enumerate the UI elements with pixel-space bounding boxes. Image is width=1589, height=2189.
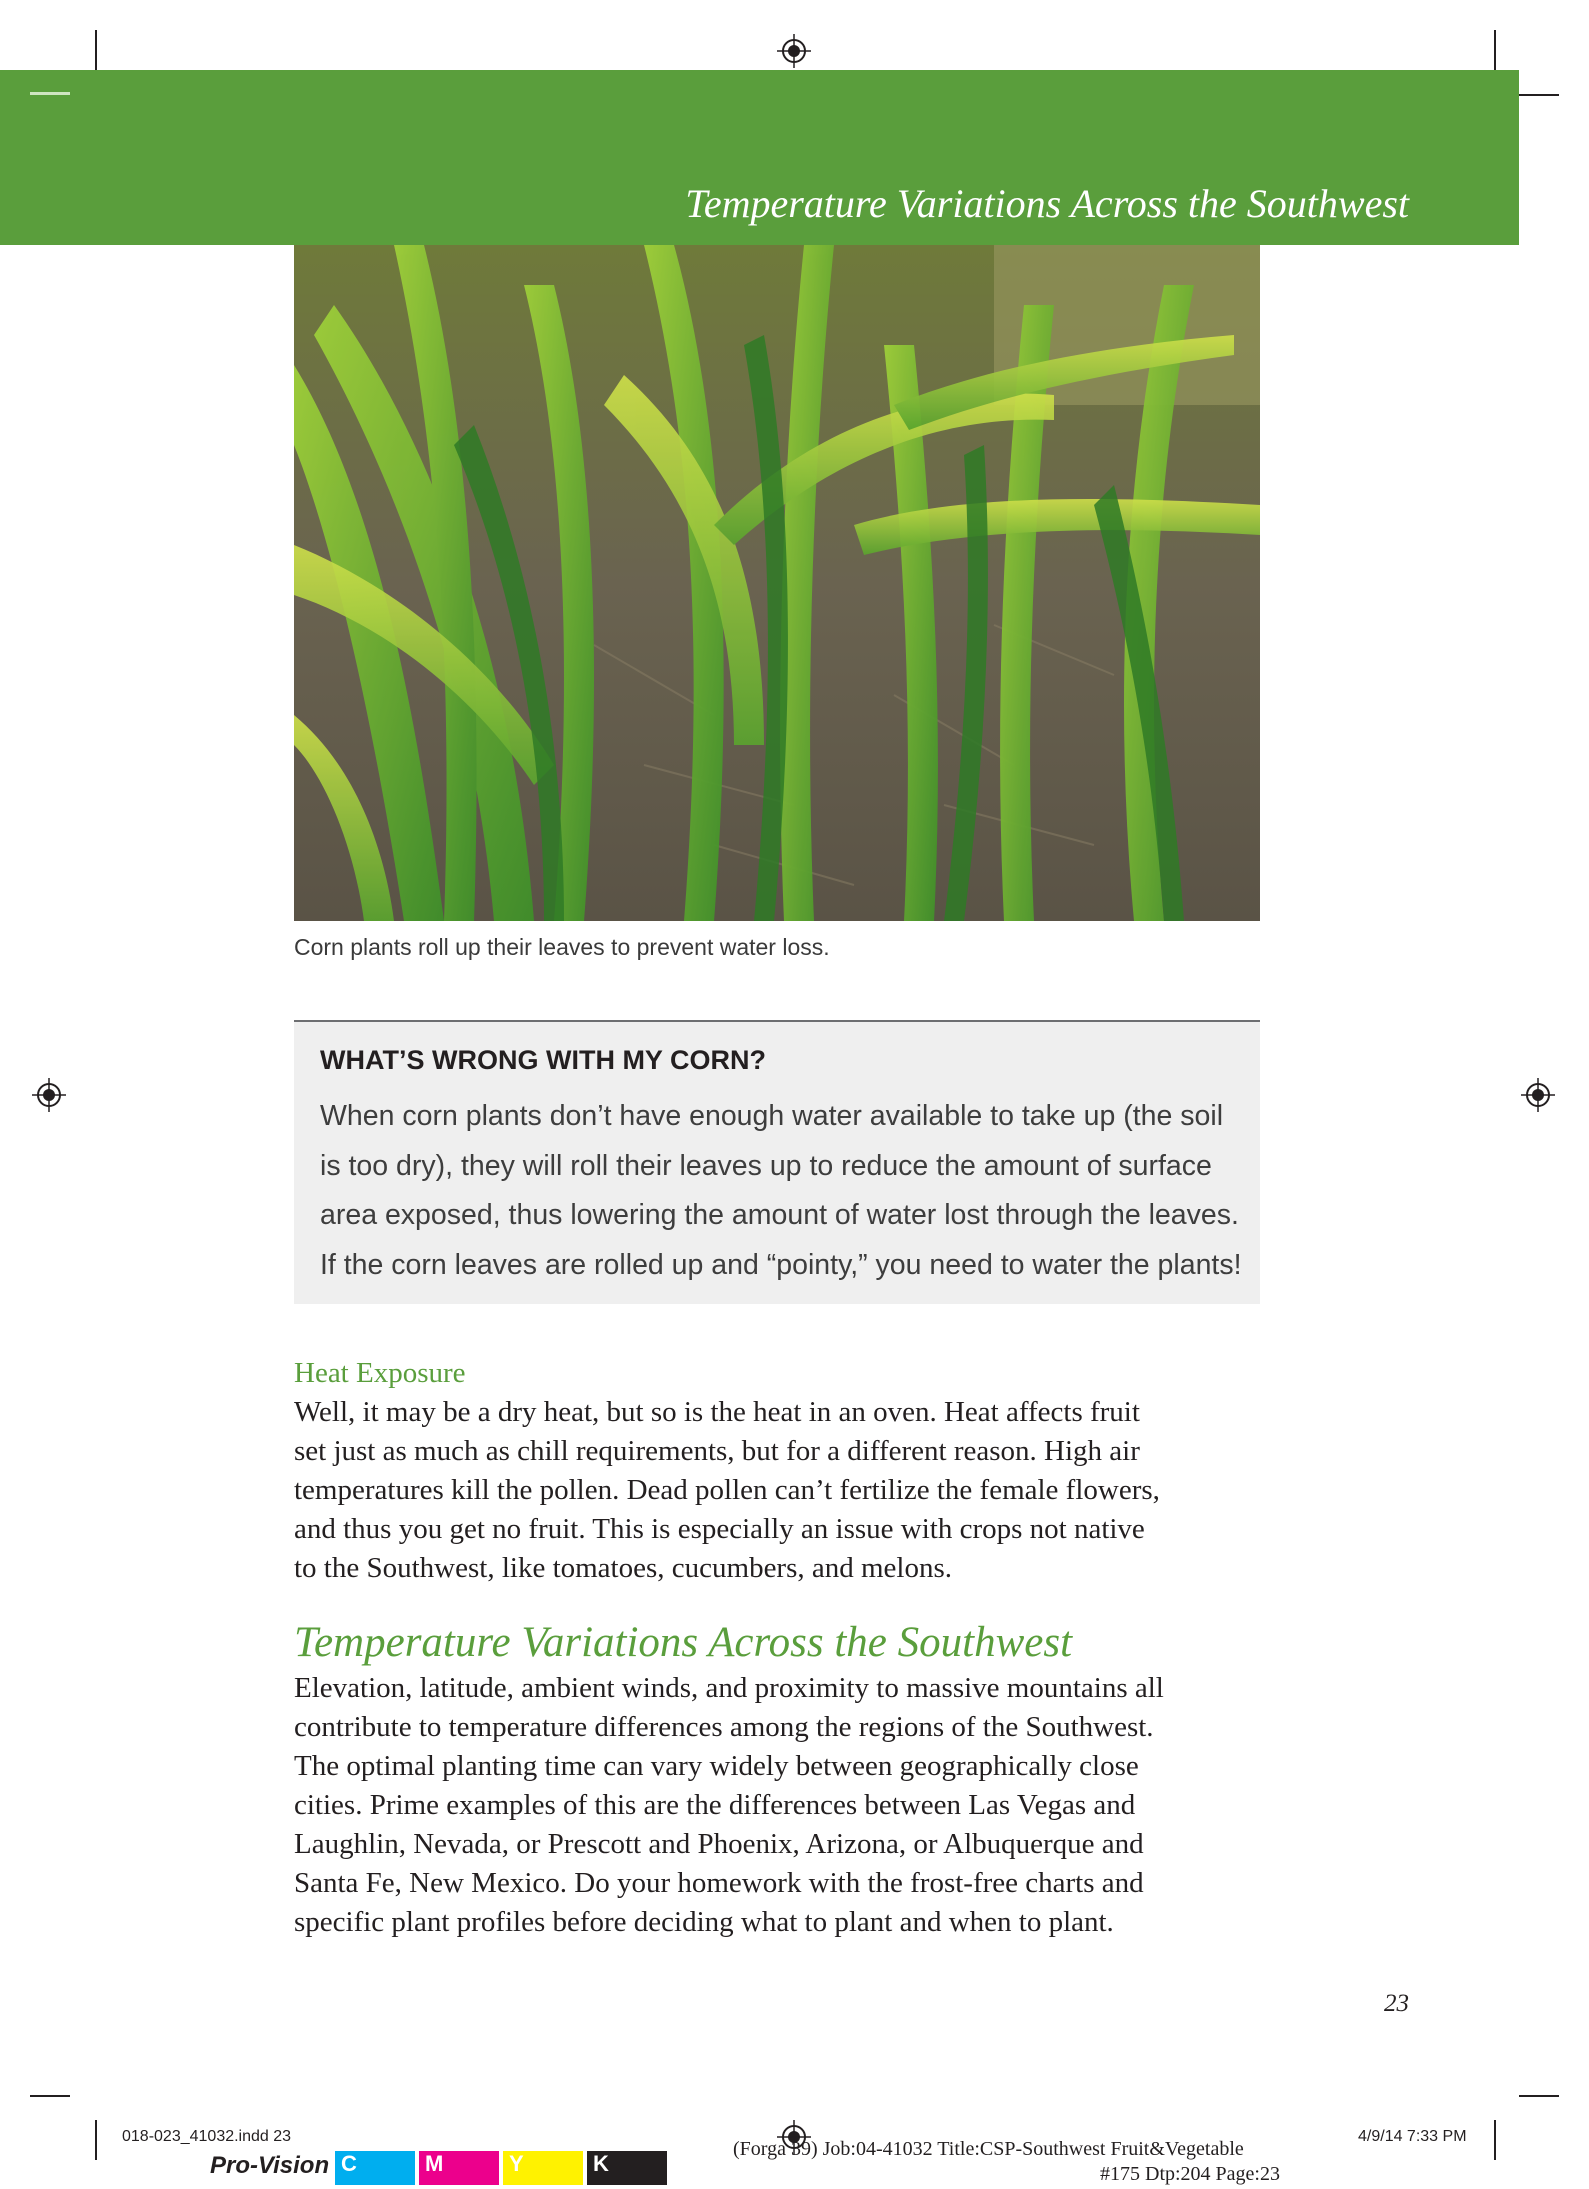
sidebar-line: is too dry), they will roll their leaves up to reduce the amount of surface bbox=[320, 1149, 1212, 1182]
swatch-cyan: C bbox=[335, 2151, 415, 2185]
crop-mark bbox=[1519, 94, 1559, 96]
crop-mark bbox=[30, 2095, 70, 2097]
paragraph-line: Santa Fe, New Mexico. Do your homework with the frost-free charts and bbox=[294, 1867, 1144, 1899]
paragraph-line: contribute to temperature differences among the regions of the Southwest. bbox=[294, 1711, 1154, 1743]
temperature-paragraph bbox=[294, 1669, 1274, 1942]
registration-mark-icon bbox=[32, 1078, 66, 1112]
crop-mark bbox=[1494, 30, 1496, 70]
swatch-yellow: Y bbox=[503, 2151, 583, 2185]
slug-file: 018-023_41032.indd 23 bbox=[122, 2128, 292, 2145]
section-heading: Temperature Variations Across the Southwest bbox=[294, 1619, 1073, 1666]
crop-mark bbox=[95, 30, 97, 70]
sidebar-box bbox=[294, 1020, 1260, 1304]
sidebar-line: If the corn leaves are rolled up and “pointy,” you need to water the plants! bbox=[320, 1248, 1242, 1281]
slug-date: 4/9/14 7:33 PM bbox=[1358, 2128, 1467, 2145]
paragraph-line: Laughlin, Nevada, or Prescott and Phoenix, Arizona, or Albuquerque and bbox=[294, 1828, 1144, 1860]
paragraph-line: temperatures kill the pollen. Dead pollen can’t fertilize the female flowers, bbox=[294, 1474, 1160, 1506]
heat-exposure-paragraph bbox=[294, 1393, 1274, 1588]
registration-mark-icon bbox=[1521, 1078, 1555, 1112]
swatch-black: K bbox=[587, 2151, 667, 2185]
crop-mark bbox=[1519, 2095, 1559, 2097]
page-number: 23 bbox=[1384, 1990, 1409, 2017]
header-rule bbox=[30, 92, 70, 95]
photo-caption: Corn plants roll up their leaves to prevent water loss. bbox=[294, 934, 830, 960]
paragraph-line: cities. Prime examples of this are the differences between Las Vegas and bbox=[294, 1789, 1136, 1821]
slug-job-line-2: #175 Dtp:204 Page:23 bbox=[1100, 2163, 1280, 2185]
registration-mark-icon bbox=[777, 34, 811, 68]
corn-photo bbox=[294, 245, 1260, 921]
paragraph-line: Elevation, latitude, ambient winds, and proximity to massive mountains all bbox=[294, 1672, 1164, 1704]
sidebar-line: area exposed, thus lowering the amount of water lost through the leaves. bbox=[320, 1199, 1239, 1231]
paragraph-line: Well, it may be a dry heat, but so is the heat in an oven. Heat affects fruit bbox=[294, 1396, 1140, 1428]
pro-vision-logo: Pro-Vision bbox=[210, 2152, 330, 2179]
paragraph-line: and thus you get no fruit. This is especially an issue with crops not native bbox=[294, 1513, 1145, 1545]
paragraph-line: to the Southwest, like tomatoes, cucumbers, and melons. bbox=[294, 1552, 953, 1584]
running-title: Temperature Variations Across the Southwest bbox=[685, 181, 1409, 226]
sidebar-body bbox=[320, 1092, 1240, 1290]
sidebar-title: WHAT’S WRONG WITH MY CORN? bbox=[320, 1045, 766, 1075]
sidebar-line: When corn plants don’t have enough water available to take up (the soil bbox=[320, 1100, 1224, 1132]
crop-mark bbox=[1494, 2120, 1496, 2160]
heat-exposure-heading: Heat Exposure bbox=[294, 1357, 466, 1389]
paragraph-line: specific plant profiles before deciding what to plant and when to plant. bbox=[294, 1906, 1114, 1938]
paragraph-line: set just as much as chill requirements, but for a different reason. High air bbox=[294, 1435, 1140, 1467]
crop-mark bbox=[95, 2120, 97, 2160]
paragraph-line: The optimal planting time can vary widely between geographically close bbox=[294, 1750, 1139, 1782]
slug-job-line-1: (Forga 39) Job:04-41032 Title:CSP-Southwest Fruit&Vegetable bbox=[733, 2138, 1244, 2160]
swatch-magenta: M bbox=[419, 2151, 499, 2185]
